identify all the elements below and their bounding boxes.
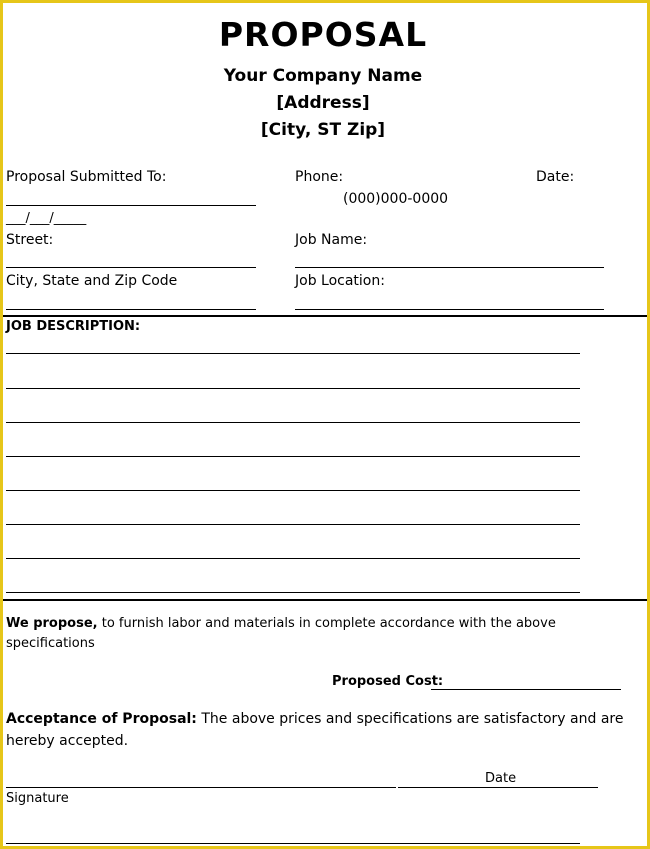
section-divider bbox=[3, 315, 647, 317]
acceptance-text-cont: hereby accepted. bbox=[6, 733, 129, 749]
signature-line-2[interactable] bbox=[6, 843, 580, 844]
city-state-zip-label: City, State and Zip Code bbox=[6, 273, 178, 289]
signature-label: Signature bbox=[6, 791, 69, 806]
job-location-field[interactable] bbox=[295, 309, 604, 310]
acceptance-date-field[interactable] bbox=[398, 787, 598, 788]
company-address: [Address] bbox=[276, 93, 370, 113]
section-divider bbox=[3, 599, 647, 601]
proposed-cost-label: Proposed Cost: bbox=[332, 674, 444, 689]
job-description-line[interactable] bbox=[6, 388, 580, 389]
street-label: Street: bbox=[6, 232, 54, 248]
proposed-cost-field[interactable] bbox=[431, 689, 621, 690]
acceptance-date-label: Date bbox=[485, 771, 517, 786]
job-description-line[interactable] bbox=[6, 353, 580, 354]
job-description-line[interactable] bbox=[6, 592, 580, 593]
phone-value: (000)000-0000 bbox=[343, 191, 449, 207]
date-label: Date: bbox=[536, 169, 575, 185]
we-propose-bold: We propose, bbox=[6, 616, 98, 631]
form-title: PROPOSAL bbox=[218, 15, 428, 54]
job-description-line[interactable] bbox=[6, 490, 580, 491]
street-field[interactable] bbox=[6, 267, 256, 268]
job-name-field[interactable] bbox=[295, 267, 604, 268]
acceptance-body: The above prices and specifications are satisfactory and are bbox=[196, 711, 624, 727]
job-description-line[interactable] bbox=[6, 524, 580, 525]
job-description-line[interactable] bbox=[6, 558, 580, 559]
signature-field[interactable] bbox=[6, 787, 396, 788]
we-propose-body: to furnish labor and materials in complete accordance with the above bbox=[97, 616, 556, 631]
phone-label: Phone: bbox=[295, 169, 344, 185]
submitted-to-field[interactable] bbox=[6, 205, 256, 206]
city-state-zip-field[interactable] bbox=[6, 309, 256, 310]
acceptance-bold: Acceptance of Proposal: bbox=[6, 711, 197, 727]
submitted-to-label: Proposal Submitted To: bbox=[6, 169, 167, 185]
job-name-label: Job Name: bbox=[295, 232, 368, 248]
job-description-label: JOB DESCRIPTION: bbox=[6, 319, 141, 334]
date-blank-field[interactable]: ___/___/_____ bbox=[6, 211, 87, 226]
company-city: [City, ST Zip] bbox=[260, 120, 386, 140]
we-propose-text-cont: specifications bbox=[6, 636, 95, 651]
job-description-line[interactable] bbox=[6, 456, 580, 457]
job-description-line[interactable] bbox=[6, 422, 580, 423]
we-propose-text bbox=[6, 616, 556, 631]
acceptance-text bbox=[6, 711, 623, 727]
job-location-label: Job Location: bbox=[295, 273, 385, 289]
company-name: Your Company Name bbox=[223, 66, 423, 86]
